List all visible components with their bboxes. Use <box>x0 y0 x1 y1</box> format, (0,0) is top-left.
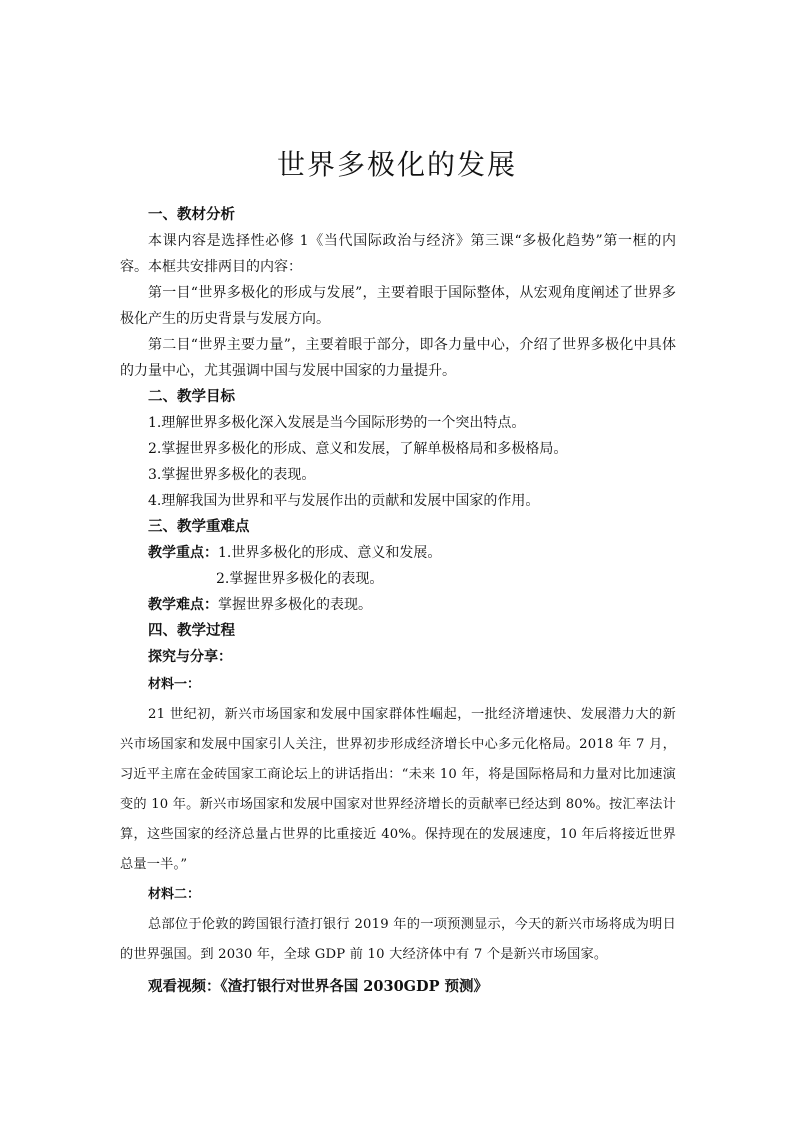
explore-heading: 探究与分享： <box>148 649 232 665</box>
goal-item: 2.掌握世界多极化的形成、意义和发展，了解单极格局和多极格局。 <box>148 441 568 457</box>
section-heading-goals: 二、教学目标 <box>148 388 235 405</box>
material-1-heading: 材料一： <box>148 677 201 692</box>
key-point-1: 1.世界多极化的形成、意义和发展。 <box>218 545 442 561</box>
paragraph: 第一目“世界多极化的形成与发展”，主要着眼于国际整体，从宏观角度阐述了世界多极化产生的历史背景与发展方向。 <box>120 285 676 327</box>
material-2-text: 总部位于伦敦的跨国银行渣打银行 2019 年的一项预测显示，今天的新兴市场将成为明日的世界强国。到 2030 年，全球 GDP 前 10 大经济体中有 7 个是新兴市场国家。 <box>120 917 676 962</box>
material-2-heading: 材料二： <box>148 887 201 902</box>
difficulty-row <box>148 592 676 618</box>
section-heading-process: 四、教学过程 <box>148 622 235 639</box>
section-heading-analysis: 一、教材分析 <box>148 206 235 223</box>
section-heading-key-points: 三、教学重难点 <box>148 518 250 535</box>
paragraph: 第二目“世界主要力量”，主要着眼于部分，即各力量中心，介绍了世界多极化中具体的力量中心，尤其强调中国与发展中国家的力量提升。 <box>120 337 676 379</box>
document-body <box>120 202 676 1002</box>
video-heading: 观看视频：《渣打银行对世界各国 2030GDP 预测》 <box>148 978 489 995</box>
key-points-row <box>148 540 676 566</box>
paragraph: 本课内容是选择性必修 1《当代国际政治与经济》第三课“多极化趋势”第一框的内容。本框共安排两目的内容： <box>120 233 676 275</box>
difficulty-text: 掌握世界多极化的表现。 <box>218 597 372 613</box>
goal-item: 3.掌握世界多极化的表现。 <box>148 467 316 483</box>
key-point-2: 2.掌握世界多极化的表现。 <box>216 571 384 587</box>
goal-item: 4.理解我国为世界和平与发展作出的贡献和发展中国家的作用。 <box>148 493 540 509</box>
material-1-text: 21 世纪初，新兴市场国家和发展中国家群体性崛起，一批经济增速快、发展潜力大的新兴市场国家和发展中国家引人关注，世界初步形成经济增长中心多元化格局。2018 年 7 月，习近平主席在金砖国家工商论坛上的讲话指出：“未来 10 年，将是国际格局和力量对比加速演变的 10 年。新兴市场国家和发展中国家对世界经济增长的贡献率已经达到 80%。按汇率法计算，这些国家的经济总量占世界的比重接近 40%。保持现在的发展速度，10 年后将接近世界总量一半。” <box>120 707 676 872</box>
page-title: 世界多极化的发展 <box>276 148 517 181</box>
difficulty-label: 教学难点： <box>148 597 218 613</box>
key-points-label: 教学重点： <box>148 545 218 561</box>
goal-item: 1.理解世界多极化深入发展是当今国际形势的一个突出特点。 <box>148 415 526 431</box>
